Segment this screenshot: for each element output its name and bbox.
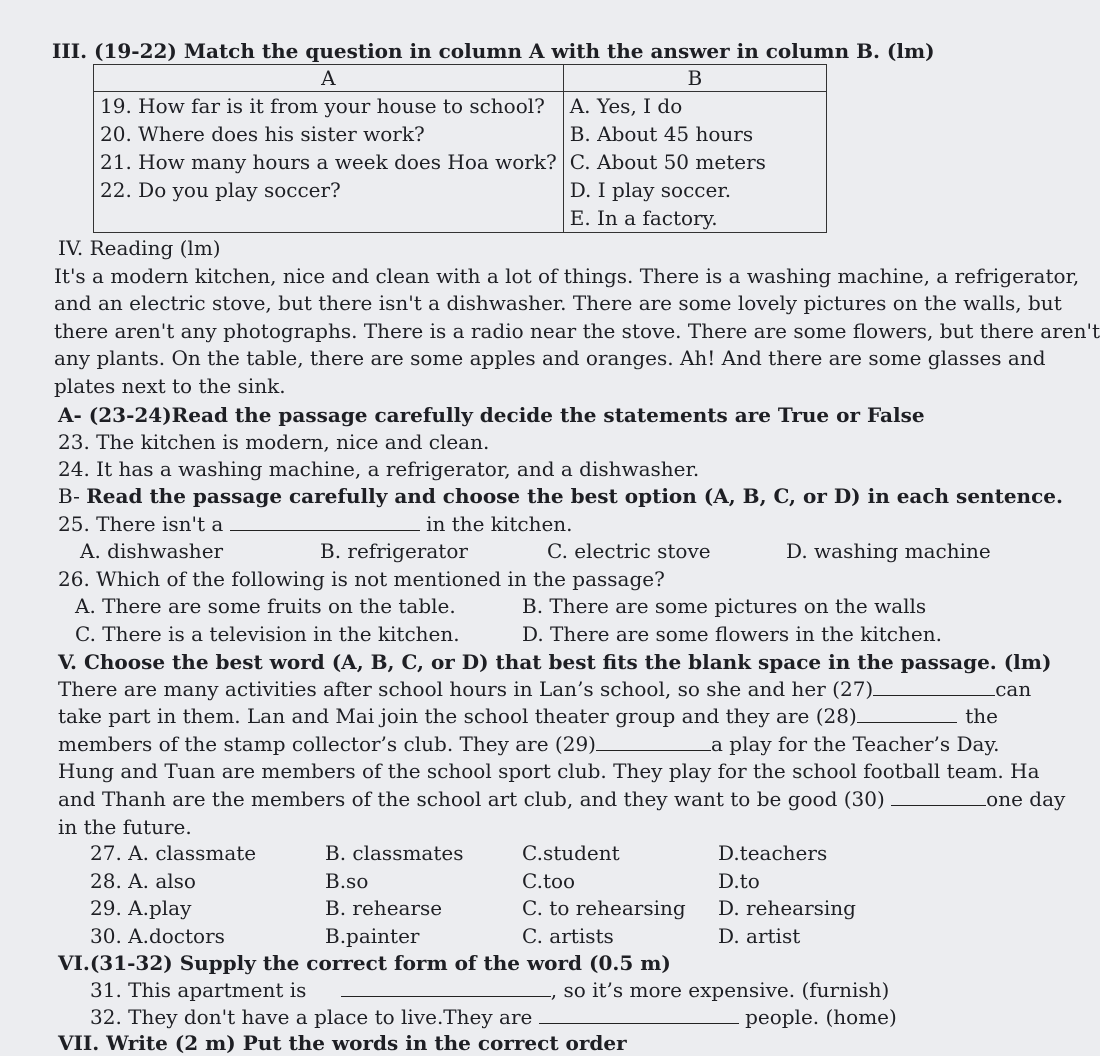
question-25-start: 25. There isn't a xyxy=(58,512,224,536)
question-19: 19. How far is it from your house to school? xyxy=(100,94,545,118)
q30-option-b[interactable]: B.painter xyxy=(325,924,420,948)
part-b-prefix: B- xyxy=(58,484,80,508)
question-31-start: 31. This apartment is xyxy=(90,978,307,1002)
q30-option-d[interactable]: D. artist xyxy=(718,924,801,948)
q29-option-d[interactable]: D. rehearsing xyxy=(718,896,856,920)
cloze-line-1 xyxy=(58,676,1032,702)
question-26: 26. Which of the following is not mentioned in the passage? xyxy=(58,567,665,591)
cloze-5-text: and Thanh are the members of the school art club, and they want to be good (30) xyxy=(58,787,885,811)
q30-option-a[interactable]: 30. A.doctors xyxy=(90,924,225,948)
answer-e: E. In a factory. xyxy=(569,206,718,230)
blank-27[interactable] xyxy=(873,677,995,696)
section-7-title: VII. Write (2 m) Put the words in the correct order xyxy=(58,1031,627,1055)
answer-c: C. About 50 meters xyxy=(569,150,766,174)
q26-option-c[interactable]: C. There is a television in the kitchen. xyxy=(75,622,460,646)
passage-line-5: plates next to the sink. xyxy=(54,374,286,398)
cloze-3-text: members of the stamp collector’s club. They are (29) xyxy=(58,732,596,756)
answer-b: B. About 45 hours xyxy=(569,122,754,146)
passage-line-1: It's a modern kitchen, nice and clean with a lot of things. There is a washing machine, a refrigerator, xyxy=(54,264,1080,288)
answer-a: A. Yes, I do xyxy=(569,94,683,118)
q28-option-b[interactable]: B.so xyxy=(325,869,369,893)
q28-option-c[interactable]: C.too xyxy=(522,869,576,893)
cloze-line-3 xyxy=(58,731,998,757)
question-23: 23. The kitchen is modern, nice and clean. xyxy=(58,430,490,454)
q29-option-c[interactable]: C. to rehearsing xyxy=(522,896,686,920)
section-6-title: VI.(31-32) Supply the correct form of the word (0.5 m) xyxy=(58,951,671,975)
cloze-line-2 xyxy=(58,703,998,729)
cloze-3-end: a play for the Teacher’s Day. xyxy=(710,732,1000,756)
part-b-title xyxy=(58,483,1063,509)
matching-table xyxy=(93,64,827,233)
question-25-end: in the kitchen. xyxy=(426,512,573,536)
q25-option-b[interactable]: B. refrigerator xyxy=(320,539,468,563)
q27-option-c[interactable]: C.student xyxy=(522,841,620,865)
q27-option-a[interactable]: 27. A. classmate xyxy=(90,841,257,865)
question-20: 20. Where does his sister work? xyxy=(100,122,425,146)
q27-option-d[interactable]: D.teachers xyxy=(718,841,828,865)
q25-option-c[interactable]: C. electric stove xyxy=(547,539,711,563)
q26-option-b[interactable]: B. There are some pictures on the walls xyxy=(522,594,927,618)
blank-31[interactable] xyxy=(341,978,551,997)
question-31-end: , so it’s more expensive. (furnish) xyxy=(550,978,890,1002)
q29-option-a[interactable]: 29. A.play xyxy=(90,896,192,920)
questions-cell xyxy=(94,92,564,233)
part-b-instructions: Read the passage carefully and choose the best option (A, B, C, or D) in each sentence. xyxy=(86,484,1063,508)
question-25 xyxy=(58,511,573,537)
passage-line-4: any plants. On the table, there are some apples and oranges. Ah! And there are some glasses and xyxy=(54,346,1046,370)
cloze-line-6: in the future. xyxy=(58,815,192,839)
passage-line-3: there aren't any photographs. There is a radio near the stove. There are some flowers, but there aren't xyxy=(54,319,1100,343)
q25-option-a[interactable]: A. dishwasher xyxy=(80,539,224,563)
cloze-1-text: There are many activities after school hours in Lan’s school, so she and her (27) xyxy=(58,677,874,701)
answer-d: D. I play soccer. xyxy=(569,178,732,202)
cloze-5-end: one day xyxy=(986,787,1066,811)
blank-29[interactable] xyxy=(596,732,711,751)
section-3-title: III. (19-22) Match the question in column A with the answer in column B. (lm) xyxy=(52,39,935,63)
column-a-header: A xyxy=(94,65,564,92)
q29-option-b[interactable]: B. rehearse xyxy=(325,896,443,920)
q28-option-d[interactable]: D.to xyxy=(718,869,760,893)
question-31 xyxy=(90,977,889,1003)
q28-option-a[interactable]: 28. A. also xyxy=(90,869,196,893)
cloze-line-4: Hung and Tuan are members of the school sport club. They play for the school football team. Ha xyxy=(58,759,1040,783)
question-32 xyxy=(90,1004,897,1030)
passage-line-2: and an electric stove, but there isn't a dishwasher. There are some lovely pictures on the walls, but xyxy=(54,291,1062,315)
q25-option-d[interactable]: D. washing machine xyxy=(786,539,991,563)
q26-option-d[interactable]: D. There are some flowers in the kitchen. xyxy=(522,622,942,646)
q27-option-b[interactable]: B. classmates xyxy=(325,841,464,865)
blank-30[interactable] xyxy=(891,787,986,806)
q30-option-c[interactable]: C. artists xyxy=(522,924,614,948)
question-24: 24. It has a washing machine, a refrigerator, and a dishwasher. xyxy=(58,457,700,481)
cloze-1-end: can xyxy=(995,677,1032,701)
section-5-title: V. Choose the best word (A, B, C, or D) that best fits the blank space in the passage. (lm) xyxy=(58,650,1052,674)
part-a-title: A- (23-24)Read the passage carefully decide the statements are True or False xyxy=(58,403,925,427)
q26-option-a[interactable]: A. There are some fruits on the table. xyxy=(75,594,456,618)
question-32-start: 32. They don't have a place to live.They are xyxy=(90,1005,533,1029)
question-21: 21. How many hours a week does Hoa work? xyxy=(100,150,557,174)
question-22: 22. Do you play soccer? xyxy=(100,178,341,202)
blank-28[interactable] xyxy=(857,704,957,723)
answers-cell xyxy=(563,92,826,233)
cloze-line-5 xyxy=(58,786,1066,812)
column-b-header: B xyxy=(563,65,826,92)
cloze-2-text: take part in them. Lan and Mai join the school theater group and they are (28) xyxy=(58,704,857,728)
section-4-title: IV. Reading (lm) xyxy=(58,236,221,260)
question-32-end: people. (home) xyxy=(745,1005,897,1029)
blank-32[interactable] xyxy=(539,1005,739,1024)
question-25-blank[interactable] xyxy=(230,512,420,531)
cloze-2-end: the xyxy=(965,704,998,728)
